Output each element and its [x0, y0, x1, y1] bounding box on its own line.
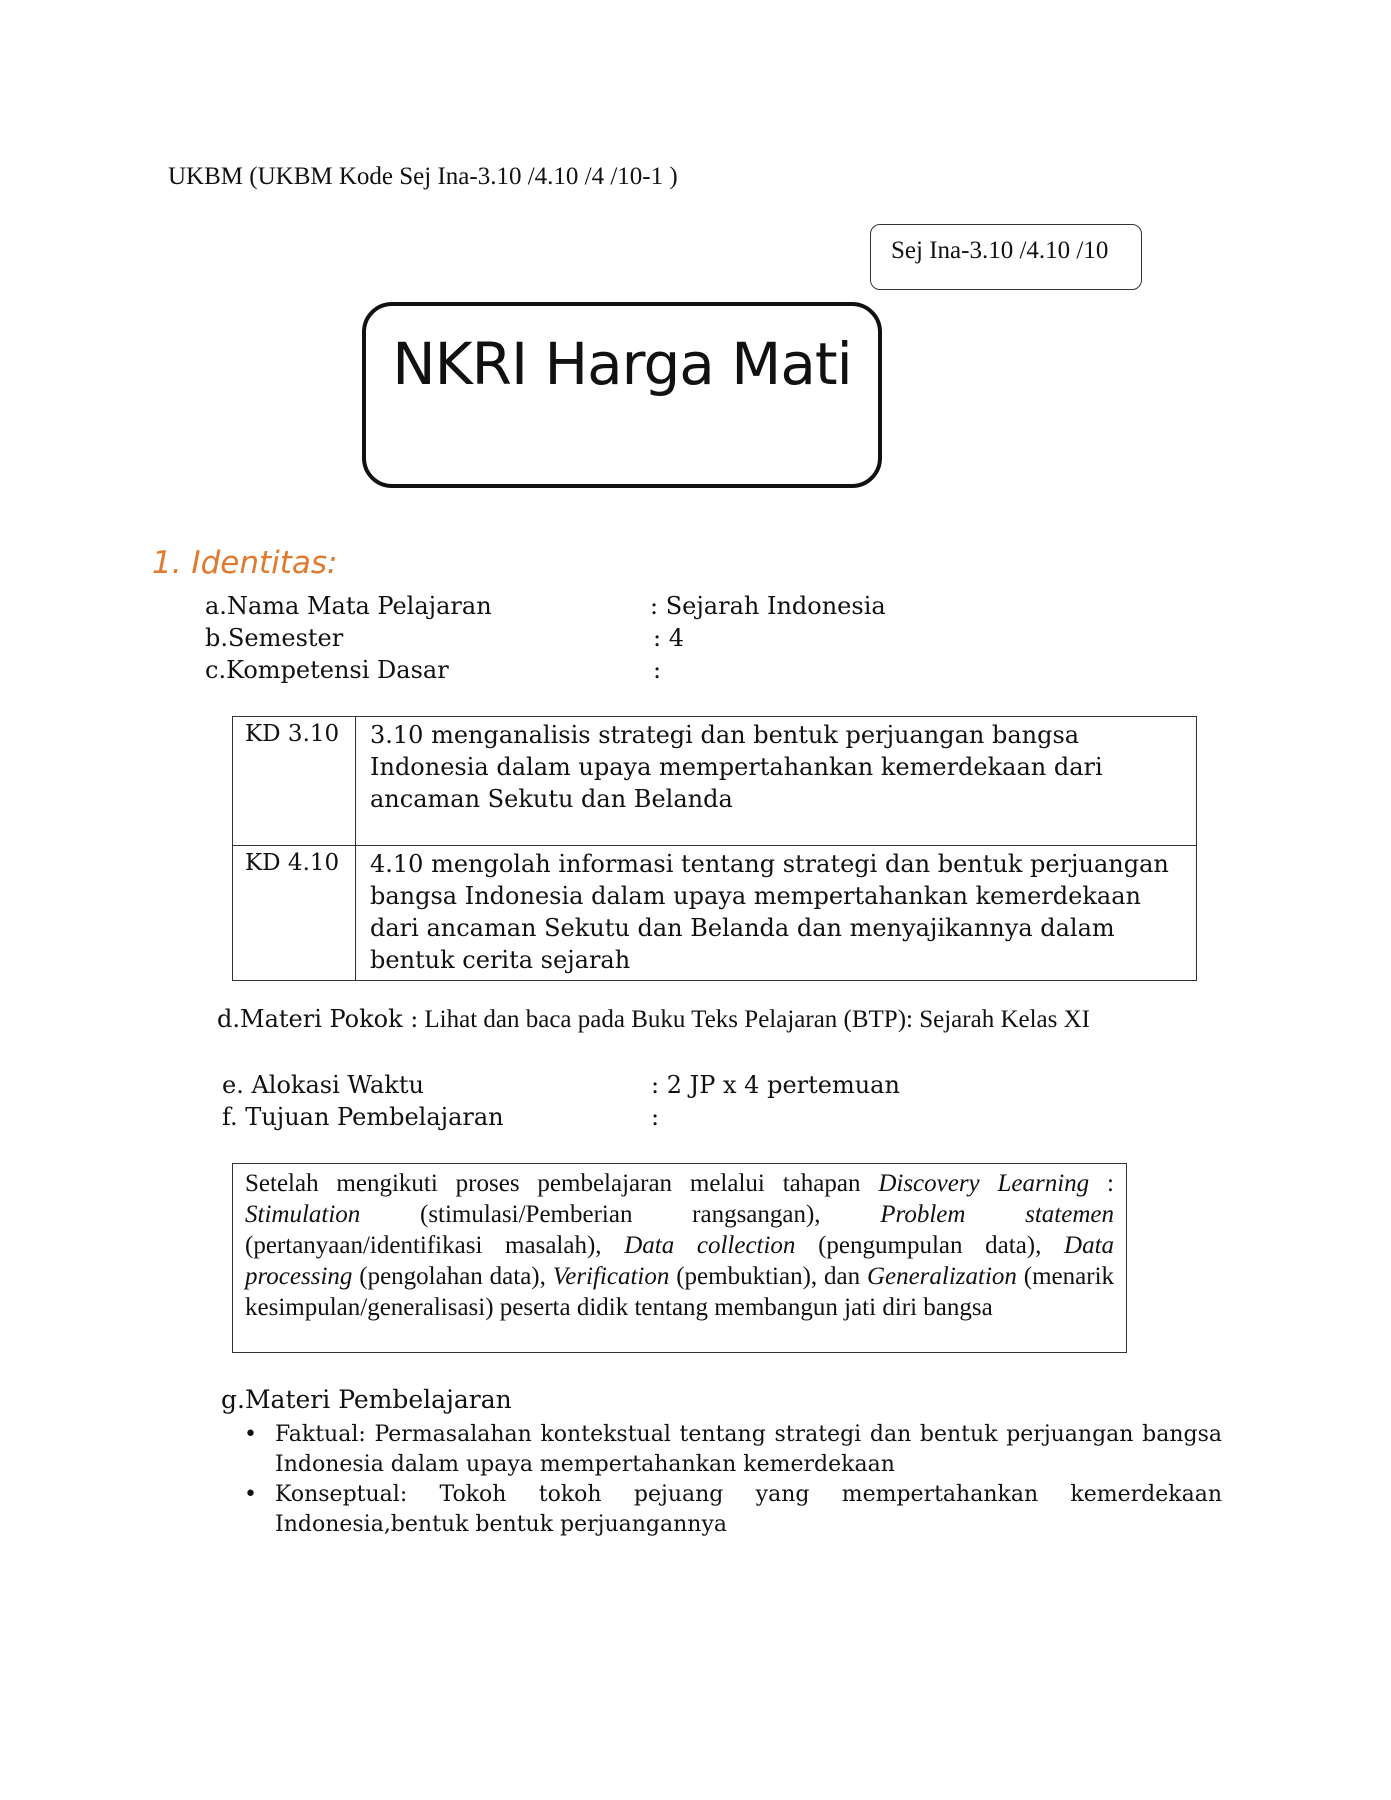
tujuan-text: (stimulasi/Pemberian rangsangan),	[360, 1201, 881, 1228]
document-header: UKBM (UKBM Kode Sej Ina-3.10 /4.10 /4 /10-1 )	[168, 163, 678, 190]
tujuan-text: :	[1089, 1170, 1114, 1197]
bullet-icon: •	[244, 1422, 257, 1447]
tujuan-box	[232, 1163, 1127, 1353]
tujuan-text: Setelah mengikuti proses pembelajaran melalui tahapan	[245, 1170, 879, 1197]
code-box-text: Sej Ina-3.10 /4.10 /10	[891, 237, 1109, 264]
table-row	[233, 717, 1197, 846]
tujuan-term: Data collection	[624, 1232, 796, 1259]
kd-code: KD 3.10	[233, 717, 356, 846]
tujuan-term: Problem statemen	[880, 1201, 1114, 1228]
list-item	[242, 1480, 1222, 1540]
section-title: 1. Identitas:	[152, 545, 338, 581]
kd-code: KD 4.10	[233, 846, 356, 981]
identitas-value-semester: : 4	[653, 624, 684, 652]
page-title: NKRI Harga Mati	[392, 330, 852, 398]
tujuan-text: (pembuktian), dan	[669, 1263, 867, 1290]
kd-table	[232, 716, 1197, 981]
tujuan-text: (pengolahan data),	[352, 1263, 553, 1290]
materi-pembelajaran-title: g.Materi Pembelajaran	[221, 1385, 512, 1414]
identitas-label-kd: c.Kompetensi Dasar	[205, 656, 449, 684]
tujuan-text: (menarik kesimpulan/generalisasi) peserta didik tentang membangun jati diri bangsa	[245, 1263, 1115, 1321]
list-item-text: Faktual: Permasalahan kontekstual tentang strategi dan bentuk perjuangan bangsa Indonesia dalam upaya mempertahankan kemerdekaan	[275, 1422, 1222, 1477]
title-box	[362, 302, 882, 488]
kd-description: 4.10 mengolah informasi tentang strategi dan bentuk perjuangan bangsa Indonesia dalam upaya mempertahankan kemerdekaan dari ancaman Sekutu dan Belanda dan menyajikannya dalam bentuk cerita sejarah	[356, 846, 1197, 981]
tujuan-term: Verification	[552, 1263, 670, 1290]
tujuan-text: (pertanyaan/identifikasi masalah),	[245, 1232, 625, 1259]
identitas-value-kd: :	[653, 656, 662, 684]
tujuan-term: Generalization	[866, 1263, 1017, 1290]
code-box	[870, 224, 1142, 290]
materi-pokok-label: d.Materi Pokok :	[217, 1005, 419, 1033]
list-item	[242, 1420, 1222, 1480]
tujuan-value: :	[651, 1103, 660, 1131]
tujuan-label: f. Tujuan Pembelajaran	[222, 1103, 504, 1131]
table-row	[233, 846, 1197, 981]
bullet-icon: •	[244, 1482, 257, 1507]
materi-pembelajaran-list	[242, 1420, 1222, 1540]
tujuan-term: Data processing	[245, 1232, 1115, 1290]
tujuan-term: Stimulation	[245, 1201, 361, 1228]
alokasi-label: e. Alokasi Waktu	[222, 1071, 424, 1099]
identitas-value-mapel: : Sejarah Indonesia	[650, 592, 886, 620]
alokasi-value: : 2 JP x 4 pertemuan	[651, 1071, 900, 1099]
identitas-label-semester: b.Semester	[205, 624, 344, 652]
identitas-label-mapel: a.Nama Mata Pelajaran	[205, 592, 492, 620]
tujuan-text: (pengumpulan data),	[795, 1232, 1065, 1259]
tujuan-term: Discovery Learning	[878, 1170, 1090, 1197]
materi-pokok-value: Lihat dan baca pada Buku Teks Pelajaran (BTP): Sejarah Kelas XI	[424, 1006, 1090, 1033]
list-item-text: Konseptual: Tokoh tokoh pejuang yang mempertahankan kemerdekaan Indonesia,bentuk bentuk perjuangannya	[275, 1482, 1222, 1537]
kd-description: 3.10 menganalisis strategi dan bentuk perjuangan bangsa Indonesia dalam upaya mempertahankan kemerdekaan dari ancaman Sekutu dan Belanda	[356, 717, 1197, 846]
materi-pokok	[217, 1005, 1090, 1034]
